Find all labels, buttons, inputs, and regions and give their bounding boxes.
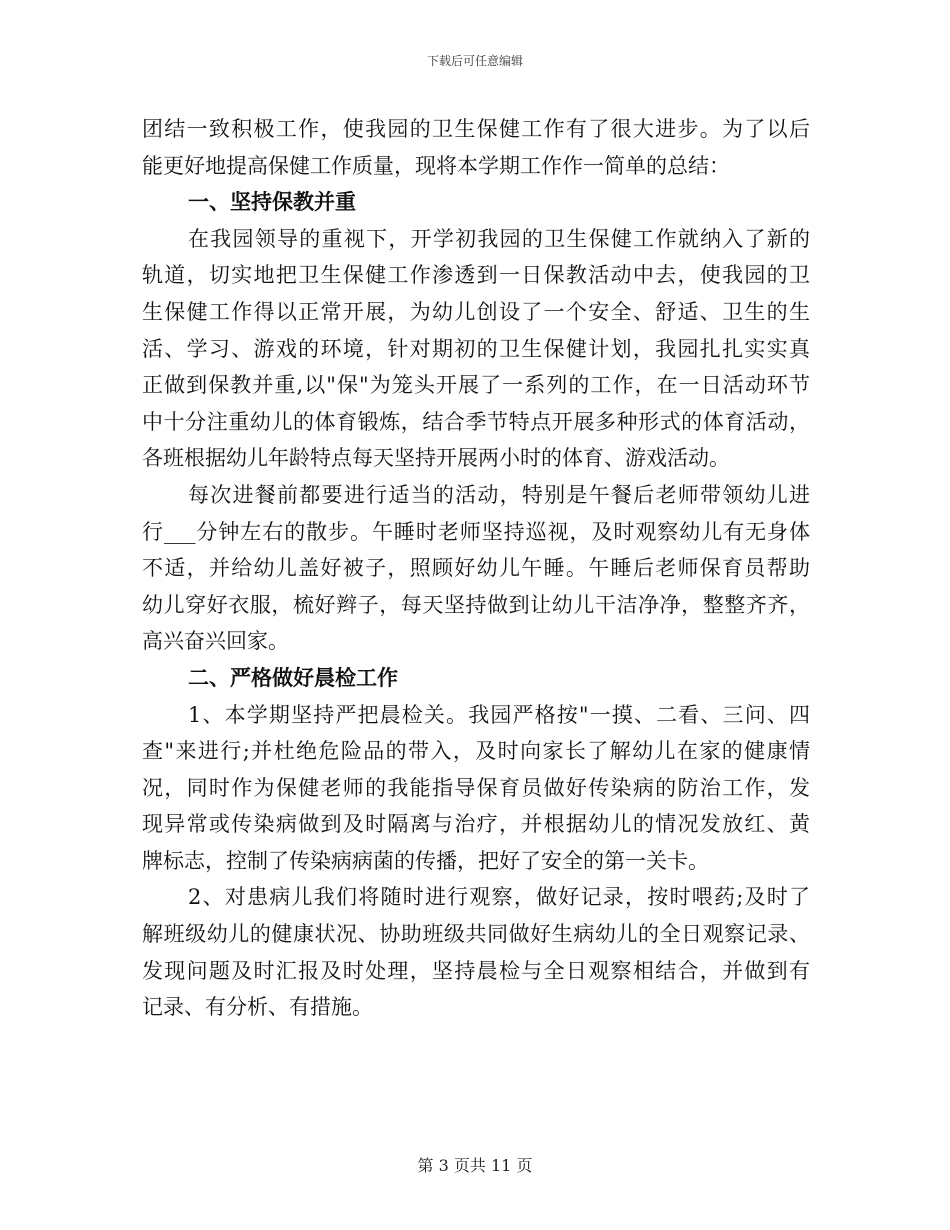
paragraph-line: 中十分注重幼儿的体育锻炼，结合季节特点开展多种形式的体育活动， [142, 409, 810, 434]
section-heading: 一、坚持保教并重 [188, 189, 356, 215]
paragraph-line: 各班根据幼儿年龄特点每天坚持开展两小时的体育、游戏活动。 [142, 446, 730, 471]
paragraph-line: 况，同时作为保健老师的我能指导保育员做好传染病的防治工作，发 [142, 775, 810, 800]
paragraph-line: 不适，并给幼儿盖好被子，照顾好幼儿午睡。午睡后老师保育员帮助 [142, 556, 810, 581]
paragraph-line: 团结一致积极工作，使我园的卫生保健工作有了很大进步。为了以后 [142, 117, 810, 141]
paragraph-line: 在我园领导的重视下，开学初我园的卫生保健工作就纳入了新的 [188, 226, 810, 251]
paragraph-line: 轨道，切实地把卫生保健工作渗透到一日保教活动中去，使我园的卫 [142, 263, 810, 288]
paragraph-line: 1、本学期坚持严把晨检关。我园严格按"一摸、二看、三问、四 [188, 702, 810, 727]
page-header: 下载后可任意编辑 [426, 54, 523, 68]
paragraph-line: 行___分钟左右的散步。午睡时老师坚持巡视，及时观察幼儿有无身体 [142, 519, 810, 544]
document-body [142, 111, 810, 1026]
paragraph-line: 能更好地提高保健工作质量，现将本学期工作作一简单的总结： [142, 153, 730, 178]
paragraph-line: 查"来进行;并杜绝危险品的带入，及时向家长了解幼儿在家的健康情 [142, 739, 810, 764]
paragraph-line: 每次进餐前都要进行适当的活动，特别是午餐后老师带领幼儿进 [188, 482, 810, 507]
paragraph-line: 正做到保教并重,以"保"为笼头开展了一系列的工作，在一日活动环节 [142, 373, 810, 398]
paragraph-line: 幼儿穿好衣服，梳好辫子，每天坚持做到让幼儿干洁净净，整整齐齐， [142, 592, 810, 617]
paragraph-line: 现异常或传染病做到及时隔离与治疗，并根据幼儿的情况发放红、黄 [142, 812, 810, 837]
paragraph-line: 2、对患病儿我们将随时进行观察，做好记录，按时喂药;及时了 [188, 885, 810, 910]
paragraph-line: 牌标志，控制了传染病病菌的传播，把好了安全的第一关卡。 [142, 848, 709, 873]
paragraph-line: 高兴奋兴回家。 [142, 629, 289, 654]
page-footer: 第 3 页共 11 页 [417, 1156, 533, 1175]
paragraph-line: 发现问题及时汇报及时处理，坚持晨检与全日观察相结合，并做到有 [142, 958, 810, 983]
section-heading: 二、严格做好晨检工作 [188, 664, 398, 690]
paragraph-line: 活、学习、游戏的环境，针对期初的卫生保健计划，我园扎扎实实真 [142, 336, 810, 361]
paragraph-line: 生保健工作得以正常开展，为幼儿创设了一个安全、舒适、卫生的生 [142, 299, 810, 324]
paragraph-line: 记录、有分析、有措施。 [142, 995, 373, 1020]
paragraph-line: 解班级幼儿的健康状况、协助班级共同做好生病幼儿的全日观察记录、 [142, 922, 810, 947]
